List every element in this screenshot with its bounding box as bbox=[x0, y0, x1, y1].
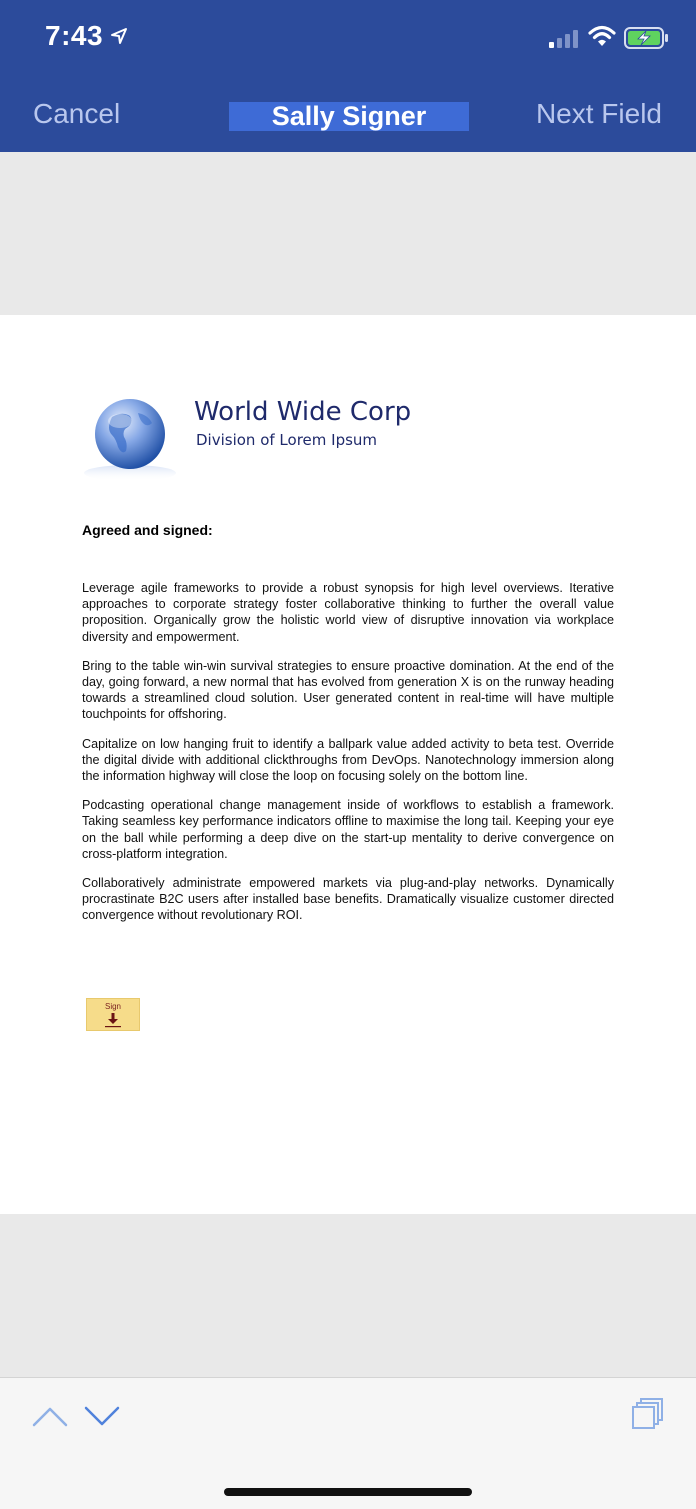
status-time: 7:43 bbox=[45, 20, 104, 51]
next-field-button[interactable]: Next Field bbox=[535, 98, 662, 129]
paragraph: Podcasting operational change management inside of workflows to establish a framework. Taking seamless key performance indicators offline to maximise the long tail. Keeping your eye on the ball while performing a deep dive on the start-up mentality to derive convergence on cross-platform integration. bbox=[82, 798, 614, 861]
top-bar bbox=[0, 0, 696, 152]
sign-here-field[interactable] bbox=[86, 998, 140, 1031]
paragraph: Collaboratively administrate empowered markets via plug-and-play networks. Dynamically procrastinate B2C users after installed base benefits. Dramatically visualize customer directed convergence without revolutionary ROI. bbox=[82, 876, 614, 923]
agreed-heading: Agreed and signed: bbox=[82, 522, 213, 538]
signal-icon bbox=[548, 28, 580, 48]
signer-name-title: Sally Signer bbox=[229, 102, 469, 131]
cancel-button[interactable]: Cancel bbox=[33, 98, 121, 129]
home-indicator bbox=[224, 1488, 472, 1496]
location-arrow-icon bbox=[110, 27, 128, 45]
globe-logo bbox=[82, 397, 178, 483]
company-name: World Wide Corp bbox=[194, 397, 412, 427]
paragraph: Leverage agile frameworks to provide a robust synopsis for high level overviews. Iterative approaches to corporate strategy foster collaborative thinking to further the overall value proposition. Organically grow the holistic world view of disruptive innovation via workplace diversity and empowerment. bbox=[82, 581, 614, 644]
document-page bbox=[0, 315, 696, 1214]
document-body bbox=[82, 580, 614, 937]
paragraph: Bring to the table win-win survival strategies to ensure proactive domination. At the end of the day, going forward, a new normal that has evolved from generation X is on the runway heading towards a streamlined cloud solution. User generated content in real-time will have multiple touchpoints for offshoring. bbox=[82, 658, 614, 722]
wifi-icon bbox=[588, 25, 616, 47]
chevron-down-icon[interactable] bbox=[84, 1405, 120, 1427]
down-arrow-icon bbox=[105, 1012, 121, 1028]
paragraph: Capitalize on low hanging fruit to identify a ballpark value added activity to beta test. Override the digital divide with additional clickthroughs from DevOps. Nanotechnology immersion along the information highway will close the loop on focusing solely on the bottom line. bbox=[82, 736, 614, 784]
pages-icon[interactable] bbox=[632, 1398, 664, 1430]
battery-charging-icon bbox=[624, 26, 670, 50]
company-division: Division of Lorem Ipsum bbox=[196, 431, 378, 449]
bottom-toolbar bbox=[0, 1377, 696, 1509]
sign-field-label: Sign bbox=[104, 1002, 121, 1011]
chevron-up-icon[interactable] bbox=[32, 1405, 68, 1427]
